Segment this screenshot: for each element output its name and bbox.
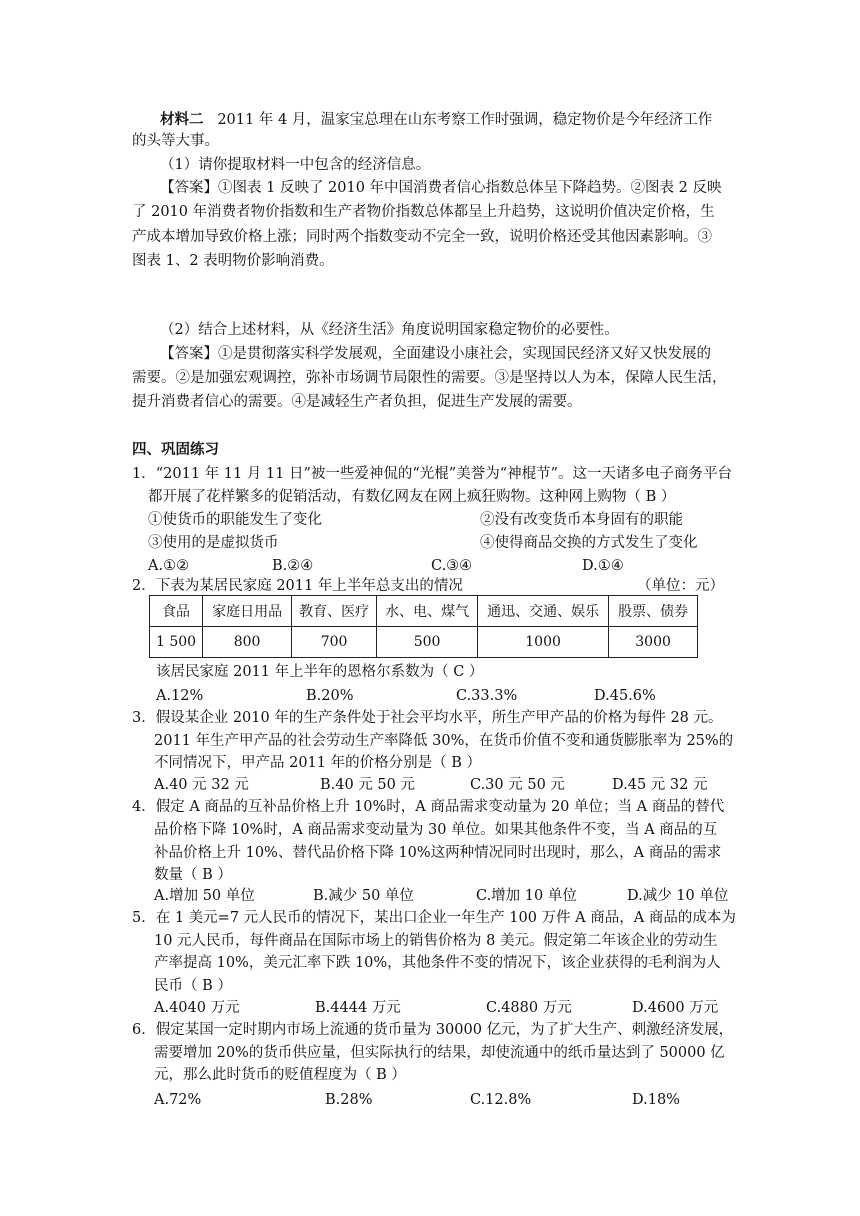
q1-answer-line: 【答案】①图表 1 反映了 2010 年中国消费者信心指数总体呈下降趋势。②图表 2 反映 (160, 180, 722, 196)
ex3-option-d: D.45 元 32 元 (612, 777, 708, 793)
ex5-option-a: A.4040 万元 (154, 1000, 240, 1016)
ex3-option-b: B.40 元 50 元 (320, 777, 415, 793)
table-header-row (150, 596, 698, 627)
table-cell: 700 (292, 627, 377, 658)
ex4-line: 补品价格上升 10%、替代品价格下降 10%这两种情况同时出现时，那么，A 商品的需求 (154, 845, 722, 861)
material2-text: 2011 年 4 月，温家宝总理在山东考察工作时强调，稳定物价是今年经济工作 (217, 112, 713, 128)
ex5-line: 民币（ B ） (154, 978, 232, 994)
ex5-option-d: D.4600 万元 (632, 1000, 719, 1016)
ex2-option-c: C.33.3% (456, 688, 518, 704)
ex6-line: 需要增加 20%的货币供应量，但实际执行的结果，却使流通中的纸币量达到了 50000 亿 (154, 1045, 725, 1061)
table-header-cell: 水、电、煤气 (377, 596, 478, 627)
ex5-line: 10 元人民币，每件商品在国际市场上的销售价格为 8 美元。假定第二年该企业的劳动生 (154, 933, 718, 949)
material2-second-line: 的头等大事。 (132, 133, 219, 149)
ex6-option-b: B.28% (325, 1092, 373, 1108)
material2-first-line (160, 110, 712, 130)
ex4-line: 品价格下降 10%时，A 商品需求变动量为 30 单位。如果其他条件不变，当 A 商品的互 (154, 822, 718, 838)
material2-label: 材料二 (160, 111, 204, 128)
ex2-question: 该居民家庭 2011 年上半年的恩格尔系数为（ C ） (156, 664, 484, 680)
ex2-option-d: D.45.6% (594, 688, 656, 704)
ex1-option-d: D.①④ (582, 558, 624, 574)
table-cell: 500 (377, 627, 478, 658)
ex1-item: ②没有改变货币本身固有的职能 (480, 512, 683, 528)
ex6-option-c: C.12.8% (470, 1092, 532, 1108)
q2-answer-line: 需要。②是加强宏观调控，弥补市场调节局限性的需要。③是坚持以人为本，保障人民生活， (132, 370, 727, 386)
ex4-option-d: D.减少 10 单位 (627, 888, 729, 904)
q1-answer-line: 产成本增加导致价格上涨；同时两个指数变动不完全一致，说明价格还受其他因素影响。③ (132, 229, 712, 245)
section-title: 四、巩固练习 (132, 441, 219, 458)
ex2-option-a: A.12% (156, 688, 204, 704)
table-header-cell: 教育、医疗 (292, 596, 377, 627)
table-cell: 800 (203, 627, 292, 658)
ex2-line: 2．下表为某居民家庭 2011 年上半年总支出的情况 (132, 578, 463, 594)
ex5-line: 产率提高 10%，美元汇率下跌 10%，其他条件不变的情况下，该企业获得的毛利润为人 (154, 955, 721, 971)
ex4-option-a: A.增加 50 单位 (154, 888, 255, 904)
table-header-cell: 股票、债券 (609, 596, 698, 627)
table-cell: 1 500 (150, 627, 203, 658)
q2-question: （2）结合上述材料，从《经济生活》角度说明国家稳定物价的必要性。 (160, 322, 619, 338)
ex6-option-a: A.72% (154, 1092, 202, 1108)
ex1-line: 1．“2011 年 11 月 11 日”被一些爱神侃的“光棍”美誉为“神棍节”。这一天诸多电子商务平台 (132, 466, 733, 482)
ex3-option-a: A.40 元 32 元 (154, 777, 249, 793)
table-cell: 3000 (609, 627, 698, 658)
q2-answer-line: 【答案】①是贯彻落实科学发展观，全面建设小康社会，实现国民经济又好又快发展的 (160, 346, 711, 362)
ex6-option-d: D.18% (632, 1092, 680, 1108)
q2-answer-line: 提升消费者信心的需要。④是减轻生产者负担，促进生产发展的需要。 (132, 394, 582, 410)
table-row (150, 627, 698, 658)
ex5-option-c: C.4880 万元 (486, 1000, 572, 1016)
ex4-option-c: C.增加 10 单位 (476, 888, 577, 904)
ex5-option-b: B.4444 万元 (315, 1000, 401, 1016)
ex6-line: 6．假定某国一定时期内市场上流通的货币量为 30000 亿元，为了扩大生产、刺激经济发展， (132, 1022, 734, 1038)
ex1-item: ③使用的是虚拟货币 (148, 535, 279, 551)
expenditure-table (149, 595, 698, 658)
ex2-unit: （单位：元） (637, 578, 724, 594)
q1-answer-line: 了 2010 年消费者物价指数和生产者物价指数总体都呈上升趋势，这说明价值决定价格，生 (132, 204, 715, 220)
ex4-line: 数量（ B ） (154, 867, 232, 883)
ex3-line: 3．假设某企业 2010 年的生产条件处于社会平均水平，所生产甲产品的价格为每件 28 元。 (132, 710, 723, 726)
ex3-line: 2011 年生产甲产品的社会劳动生产率降低 30%，在货币价值不变和通货膨胀率为 25%的 (154, 733, 734, 749)
table-header-cell: 通迅、交通、娱乐 (478, 596, 609, 627)
table-header-cell: 家庭日用品 (203, 596, 292, 627)
q1-question: （1）请你提取材料一中包含的经济信息。 (160, 157, 431, 173)
ex1-option-b: B.②④ (272, 558, 314, 574)
ex3-line: 不同情况下，甲产品 2011 年的价格分别是（ B ） (154, 755, 481, 771)
ex1-item: ④使得商品交换的方式发生了变化 (480, 535, 698, 551)
ex4-option-b: B.减少 50 单位 (313, 888, 414, 904)
ex5-line: 5．在 1 美元=7 元人民币的情况下，某出口企业一年生产 100 万件 A 商品，A 商品的成本为 (132, 910, 736, 926)
q1-answer-line: 图表 1、2 表明物价影响消费。 (132, 253, 334, 269)
ex6-line: 元，那么此时货币的贬值程度为（ B ） (154, 1067, 406, 1083)
ex1-option-c: C.③④ (431, 558, 473, 574)
table-cell: 1000 (478, 627, 609, 658)
ex4-line: 4．假定 A 商品的互补品价格上升 10%时，A 商品需求变动量为 20 单位；当 A 商品的替代 (132, 799, 725, 815)
ex1-item: ①使货币的职能发生了变化 (148, 512, 322, 528)
ex2-option-b: B.20% (306, 688, 354, 704)
ex1-option-a: A.①② (148, 558, 190, 574)
ex3-option-c: C.30 元 50 元 (470, 777, 565, 793)
table-header-cell: 食品 (150, 596, 203, 627)
ex1-line: 都开展了花样繁多的促销活动，有数亿网友在网上疯狂购物。这种网上购物（ B ） (148, 489, 676, 505)
